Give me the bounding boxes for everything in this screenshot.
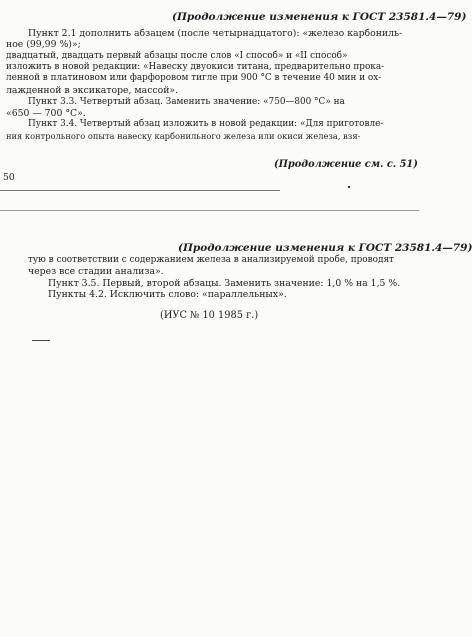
- page-header: (Продолжение изменения к ГОСТ 23581.4—79): [172, 11, 467, 23]
- text-line: ния контрольного опыта навеску карбонильного железа или окиси железа, взя-: [6, 131, 361, 141]
- page-header: (Продолжение изменения к ГОСТ 23581.4—79): [178, 242, 472, 254]
- continuation-note: (Продолжение см. с. 51): [274, 159, 418, 170]
- text-line: Пункт 3.3. Четвертый абзац. Заменить значение: «750—800 °С» на: [28, 97, 345, 107]
- short-rule: [32, 340, 50, 341]
- text-line: Пункт 3.4. Четвертый абзац изложить в новой редакции: «Для приготовле-: [28, 119, 384, 129]
- text-line: тую в соответствии с содержанием железа в анализируемой пробе, проводят: [28, 255, 394, 265]
- text-line: лажденной в эксикаторе, массой».: [6, 85, 179, 96]
- text-line: Пункты 4.2. Исключить слово: «параллельных».: [48, 289, 287, 300]
- page-bottom-rule: [0, 190, 280, 191]
- page-number: 50: [3, 172, 15, 183]
- issue-reference: (ИУС № 10 1985 г.): [160, 310, 259, 321]
- text-line: ное (99,99 %)»;: [6, 39, 81, 50]
- text-line: через все стадии анализа».: [28, 266, 164, 277]
- text-line: «650 — 700 °С».: [6, 108, 86, 119]
- text-line: Пункт 3.5. Первый, второй абзацы. Заменить значение: 1,0 % на 1,5 %.: [48, 278, 401, 289]
- page-separator: [0, 210, 419, 211]
- text-line: ленной в платиновом или фарфоровом тигле при 900 °С в течение 40 мин и ох-: [6, 73, 382, 83]
- text-line: Пункт 2.1 дополнить абзацем (после четырнадцатого): «железо карбониль-: [28, 28, 403, 39]
- text-line: двадцатый, двадцать первый абзацы после слов «I способ» и «II способ»: [6, 51, 348, 61]
- scan-speck: [348, 186, 350, 188]
- text-line: изложить в новой редакции: «Навеску двуокиси титана, предварительно прока-: [6, 62, 385, 72]
